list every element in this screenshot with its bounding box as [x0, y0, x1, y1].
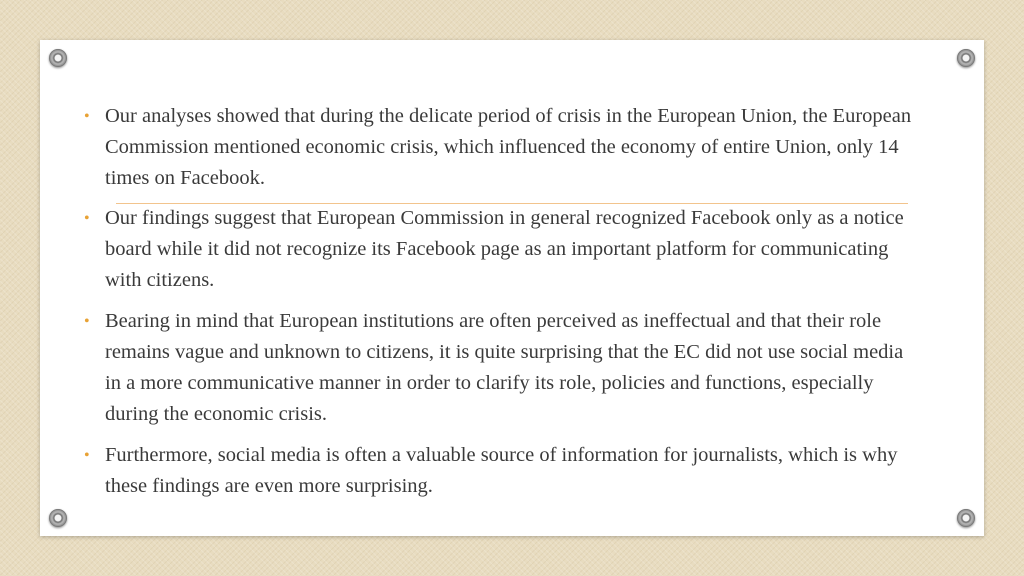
bullet-icon: •	[84, 447, 90, 464]
bullet-icon: •	[84, 210, 90, 227]
pushpin-icon	[49, 49, 67, 67]
pushpin-icon	[49, 509, 67, 527]
bullet-item	[84, 203, 914, 296]
bullet-icon: •	[84, 108, 90, 125]
pushpin-icon	[957, 49, 975, 67]
bullet-text: Our analyses showed that during the delicate period of crisis in the European Union, the European Commission mentioned economic crisis, which influenced the economy of entire Union, only 14 times on Facebook.	[105, 105, 912, 189]
bullet-text: Bearing in mind that European institutions are often perceived as ineffectual and that their role remains vague and unknown to citizens, it is quite surprising that the EC did not use social media in a more communicative manner in order to clarify its role, policies and functions, especially during the economic crisis.	[105, 310, 904, 425]
bullet-icon: •	[84, 313, 90, 330]
bullet-item	[84, 440, 914, 502]
bullet-text: Furthermore, social media is often a valuable source of information for journalists, which is why these findings are even more surprising.	[105, 444, 898, 497]
bullet-item	[84, 306, 914, 430]
pushpin-icon	[957, 509, 975, 527]
bullet-text: Our findings suggest that European Commission in general recognized Facebook only as a notice board while it did not recognize its Facebook page as an important platform for communicating with citizens.	[105, 207, 904, 291]
bullet-item	[84, 101, 914, 194]
bullet-list	[84, 101, 914, 502]
